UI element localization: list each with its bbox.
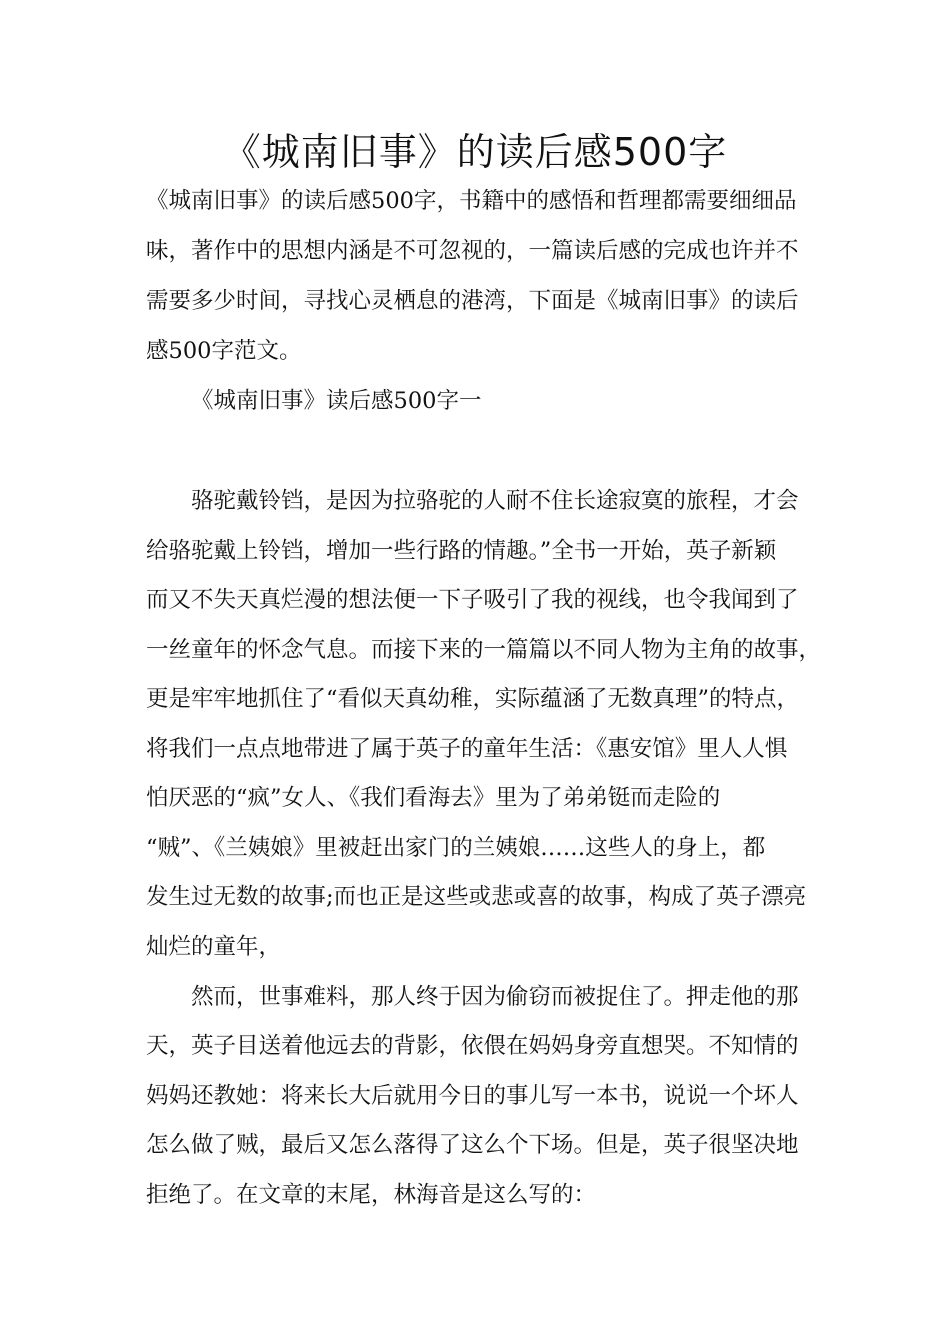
paragraph-line: 灿烂的童年，: [146, 934, 282, 960]
intro-line: 《城南旧事》的读后感500字，书籍中的感悟和哲理都需要细细品: [146, 188, 797, 214]
document-title: 《城南旧事》的读后感500字: [222, 130, 728, 174]
paragraph-line: 然而，世事难料，那人终于因为偷窃而被捉住了。押走他的那: [191, 984, 799, 1010]
paragraph-line: 更是牢牢地抓住了“看似天真幼稚，实际蕴涵了无数真理”的特点，: [146, 686, 800, 712]
intro-line: 味，著作中的思想内涵是不可忽视的，一篇读后感的完成也许并不: [146, 238, 799, 264]
paragraph-line: 天，英子目送着他远去的背影，依偎在妈妈身旁直想哭。不知情的: [146, 1033, 799, 1059]
paragraph-line: 一丝童年的怀念气息。而接下来的一篇篇以不同人物为主角的故事，: [146, 637, 822, 663]
paragraph-line: 发生过无数的故事;而也正是这些或悲或喜的故事，构成了英子漂亮: [146, 884, 807, 910]
paragraph-line: 给骆驼戴上铃铛，增加一些行路的情趣。”全书一开始，英子新颖: [146, 538, 777, 564]
paragraph-line: 怕厌恶的“疯”女人、《我们看海去》里为了弟弟铤而走险的: [146, 785, 721, 811]
section-heading: 《城南旧事》读后感500字一: [191, 388, 482, 414]
paragraph-line: 怎么做了贼，最后又怎么落得了这么个下场。但是，英子很坚决地: [146, 1132, 799, 1158]
intro-line: 需要多少时间，寻找心灵栖息的港湾，下面是《城南旧事》的读后: [146, 288, 799, 314]
paragraph-line: 将我们一点点地带进了属于英子的童年生活：《惠安馆》里人人惧: [146, 736, 788, 762]
intro-line: 感500字范文。: [146, 338, 302, 364]
paragraph-line: 妈妈还教她：将来长大后就用今日的事儿写一本书，说说一个坏人: [146, 1083, 799, 1109]
paragraph-line: 骆驼戴铃铛，是因为拉骆驼的人耐不住长途寂寞的旅程，才会: [191, 488, 799, 514]
paragraph-line: “贼”、《兰姨娘》里被赶出家门的兰姨娘……这些人的身上，都: [146, 835, 766, 861]
paragraph-line: 拒绝了。在文章的末尾，林海音是这么写的：: [146, 1182, 597, 1208]
paragraph-line: 而又不失天真烂漫的想法便一下子吸引了我的视线，也令我闻到了: [146, 587, 799, 613]
